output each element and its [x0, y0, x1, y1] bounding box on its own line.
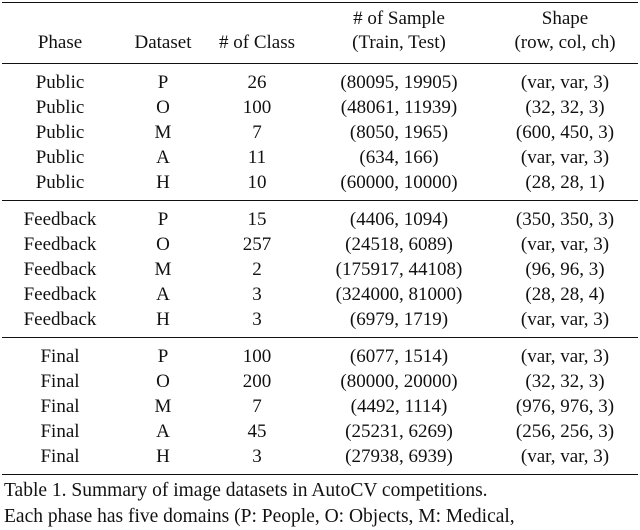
sample-count-cell: (25231, 6269) [345, 420, 453, 442]
sample-count-cell: (4406, 1094) [349, 208, 449, 230]
class-count-cell: 26 [247, 71, 267, 93]
sample-count-cell: (324000, 81000) [335, 283, 463, 305]
class-count-cell: 100 [242, 96, 272, 118]
phase-cell: Public [35, 121, 85, 143]
sample-count-cell: (27938, 6939) [306, 444, 492, 475]
class-count-cell: 3 [252, 283, 262, 305]
sample-count-cell: (48061, 11939) [340, 96, 458, 118]
sample-count-cell: (80095, 19905) [340, 71, 458, 93]
dataset-cell: A [156, 283, 170, 305]
sample-count-cell: (80000, 20000) [340, 370, 458, 392]
table-row [2, 419, 638, 444]
phase-cell: Feedback [23, 258, 97, 280]
header-class: # of Class [208, 31, 306, 64]
dataset-cell: M [154, 258, 172, 280]
shape-cell: (var, var, 3) [520, 345, 610, 367]
header-class-top [208, 3, 306, 32]
dataset-cell: P [157, 345, 169, 367]
dataset-cell: M [154, 395, 172, 417]
phase-cell: Public [35, 71, 85, 93]
header-shape-top: Shape [541, 8, 589, 29]
phase-cell: Public [35, 146, 85, 168]
header-row-top [2, 3, 638, 32]
sample-count-cell: (60000, 10000) [306, 170, 492, 201]
phase-cell: Final [2, 444, 118, 475]
dataset-cell: H [118, 444, 208, 475]
header-phase-top [2, 3, 118, 32]
sample-count-cell: (4492, 1114) [350, 395, 448, 417]
table-row [2, 307, 638, 338]
class-count-cell: 3 [208, 307, 306, 338]
table-caption [4, 478, 640, 530]
table-body [2, 64, 638, 475]
dataset-cell: H [118, 170, 208, 201]
phase-cell: Public [2, 170, 118, 201]
table-row [2, 257, 638, 282]
dataset-cell: A [156, 146, 170, 168]
table-row [2, 282, 638, 307]
dataset-cell: H [118, 307, 208, 338]
header-dataset-top [118, 3, 208, 32]
table-row [2, 232, 638, 257]
shape-cell: (32, 32, 3) [525, 370, 605, 392]
shape-cell: (28, 28, 4) [525, 283, 605, 305]
phase-cell: Final [40, 370, 80, 392]
dataset-cell: A [156, 420, 170, 442]
shape-cell: (var, var, 3) [492, 307, 638, 338]
shape-cell: (var, var, 3) [492, 444, 638, 475]
table-row [2, 145, 638, 170]
phase-cell: Final [40, 345, 80, 367]
class-count-cell: 257 [242, 233, 272, 255]
table-row [2, 64, 638, 96]
class-count-cell: 15 [247, 208, 267, 230]
table-row [2, 120, 638, 145]
dataset-cell: P [157, 208, 169, 230]
table-row [2, 95, 638, 120]
sample-count-cell: (8050, 1965) [349, 121, 449, 143]
header-sample: (Train, Test) [306, 31, 492, 64]
table-row [2, 201, 638, 233]
sample-count-cell: (24518, 6089) [345, 233, 453, 255]
phase-cell: Final [40, 395, 80, 417]
header-sample-top: # of Sample [353, 8, 445, 29]
table-row [2, 170, 638, 201]
sample-count-cell: (175917, 44108) [335, 258, 463, 280]
table-row [2, 444, 638, 475]
dataset-cell: O [156, 370, 170, 392]
class-count-cell: 45 [247, 420, 267, 442]
header-phase: Phase [2, 31, 118, 64]
table-header [2, 3, 638, 64]
phase-cell: Public [35, 96, 85, 118]
header-dataset: Dataset [118, 31, 208, 64]
shape-cell: (256, 256, 3) [515, 420, 615, 442]
dataset-cell: O [156, 233, 170, 255]
table-row [2, 369, 638, 394]
shape-cell: (32, 32, 3) [525, 96, 605, 118]
sample-count-cell: (634, 166) [359, 146, 439, 168]
phase-cell: Feedback [23, 283, 97, 305]
class-count-cell: 2 [252, 258, 262, 280]
table-row [2, 394, 638, 419]
class-count-cell: 200 [242, 370, 272, 392]
dataset-cell: P [157, 71, 169, 93]
class-count-cell: 11 [247, 146, 267, 168]
class-count-cell: 10 [208, 170, 306, 201]
header-row-bottom [2, 31, 638, 64]
phase-cell: Feedback [23, 208, 97, 230]
shape-cell: (var, var, 3) [520, 71, 610, 93]
shape-cell: (28, 28, 1) [492, 170, 638, 201]
shape-cell: (600, 450, 3) [515, 121, 615, 143]
table-row [2, 338, 638, 370]
shape-cell: (96, 96, 3) [525, 258, 605, 280]
class-count-cell: 3 [208, 444, 306, 475]
sample-count-cell: (6077, 1514) [349, 345, 449, 367]
shape-cell: (var, var, 3) [520, 233, 610, 255]
dataset-cell: M [154, 121, 172, 143]
header-shape: (row, col, ch) [492, 31, 638, 64]
caption-line-1: Table 1. Summary of image datasets in AutoCV competitions. [4, 480, 488, 501]
class-count-cell: 7 [252, 395, 262, 417]
caption-line-2: Each phase has five domains (P: People, O: Objects, M: Medical, [4, 506, 515, 527]
phase-cell: Feedback [23, 233, 97, 255]
summary-table [2, 2, 638, 475]
class-count-cell: 7 [252, 121, 262, 143]
shape-cell: (var, var, 3) [520, 146, 610, 168]
shape-cell: (350, 350, 3) [515, 208, 615, 230]
phase-cell: Final [40, 420, 80, 442]
sample-count-cell: (6979, 1719) [306, 307, 492, 338]
phase-cell: Feedback [2, 307, 118, 338]
class-count-cell: 100 [242, 345, 272, 367]
dataset-cell: O [156, 96, 170, 118]
shape-cell: (976, 976, 3) [515, 395, 615, 417]
